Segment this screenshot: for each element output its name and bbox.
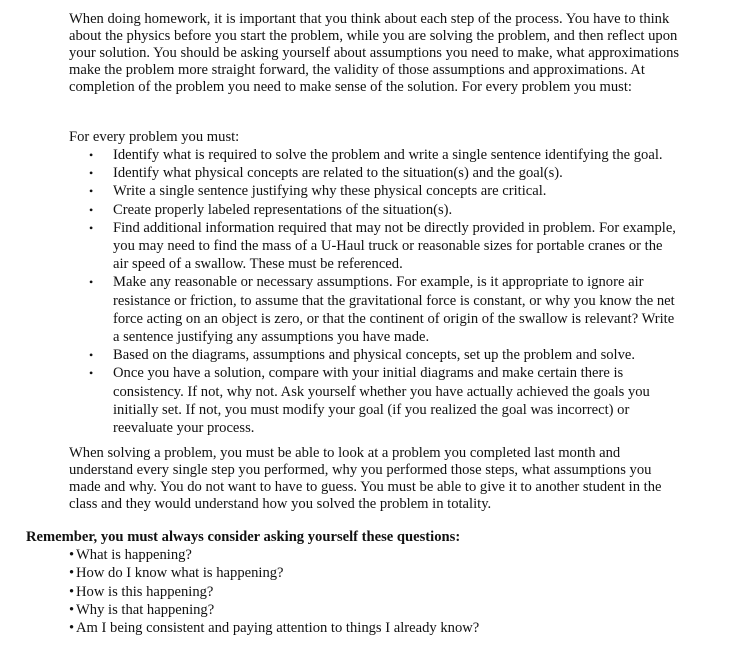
list-item: • Am I being consistent and paying attention to things I already know?: [69, 620, 480, 637]
steps-list: [69, 146, 681, 437]
bullet-icon: •: [89, 275, 94, 290]
bullet-icon: •: [69, 547, 75, 563]
list-item: • What is happening?: [69, 547, 192, 563]
bullet-icon: •: [89, 348, 94, 363]
questions-list: [69, 546, 479, 637]
bullet-icon: •: [69, 620, 75, 637]
bullet-icon: •: [89, 148, 94, 162]
bullet-icon: •: [69, 565, 75, 582]
bullet-icon: •: [89, 366, 94, 381]
bullet-icon: •: [89, 220, 94, 235]
list-item: • Once you have a solution, compare with your initial diagrams and make certain there is consistency. If not, why not. Ask yourself whether you have actually achieved the goals you initially set. If not, you must modify your goal (if you realized the goal was incorrect) or reevaluate your process.: [89, 365, 650, 437]
list-item: • Make any reasonable or necessary assumptions. For example, is it appropriate to ignore air resistance or friction, to assume that the gravitational force is constant, or why you know the net force acting on an object is zero, or that the continent of origin of the swallow is relevant? Write a sentence justifying any assumptions you have made.: [89, 274, 675, 346]
list-item: • Find additional information required that may not be directly provided in problem. For example, you may need to find the mass of a U-Haul truck or reasonable sizes for portable cranes or the air speed of a swallow. These must be referenced.: [89, 219, 676, 273]
list-item: • Identify what is required to solve the problem and write a single sentence identifying the goal.: [89, 147, 663, 163]
bullet-icon: •: [89, 202, 94, 217]
list-item: • Identify what physical concepts are related to the situation(s) and the goal(s).: [89, 165, 563, 182]
intro-paragraph: When doing homework, it is important that you think about each step of the process. You have to think about the physics before you start the problem, while you are solving the problem, and then reflect upon your solution. You should be asking yourself about assumptions you need to make, what approximations make the problem more straight forward, the validity of those assumptions and approximations. At completion of the problem you need to make sense of the solution. For every problem you must:: [69, 11, 680, 95]
bullet-icon: •: [69, 601, 75, 618]
bullet-icon: •: [89, 184, 94, 199]
list-item: • Write a single sentence justifying why these physical concepts are critical.: [89, 183, 547, 200]
list-item: • Why is that happening?: [69, 601, 215, 618]
list-heading: For every problem you must:: [69, 129, 240, 145]
remember-heading: Remember, you must always consider asking yourself these questions:: [26, 529, 461, 545]
solving-paragraph: When solving a problem, you must be able to look at a problem you completed last month and understand every single step you performed, why you performed those steps, what assumptions you made and why. You do not want to have to guess. You must be able to give it to another student in the class and they would understand how you solved the problem in totality.: [69, 445, 662, 512]
bullet-icon: •: [89, 166, 94, 181]
list-item: • Based on the diagrams, assumptions and physical concepts, set up the problem and solve.: [89, 347, 636, 364]
list-item: • How do I know what is happening?: [69, 565, 284, 582]
bullet-icon: •: [69, 583, 75, 600]
list-item: • Create properly labeled representations of the situation(s).: [89, 201, 453, 218]
list-item: • How is this happening?: [69, 583, 214, 600]
